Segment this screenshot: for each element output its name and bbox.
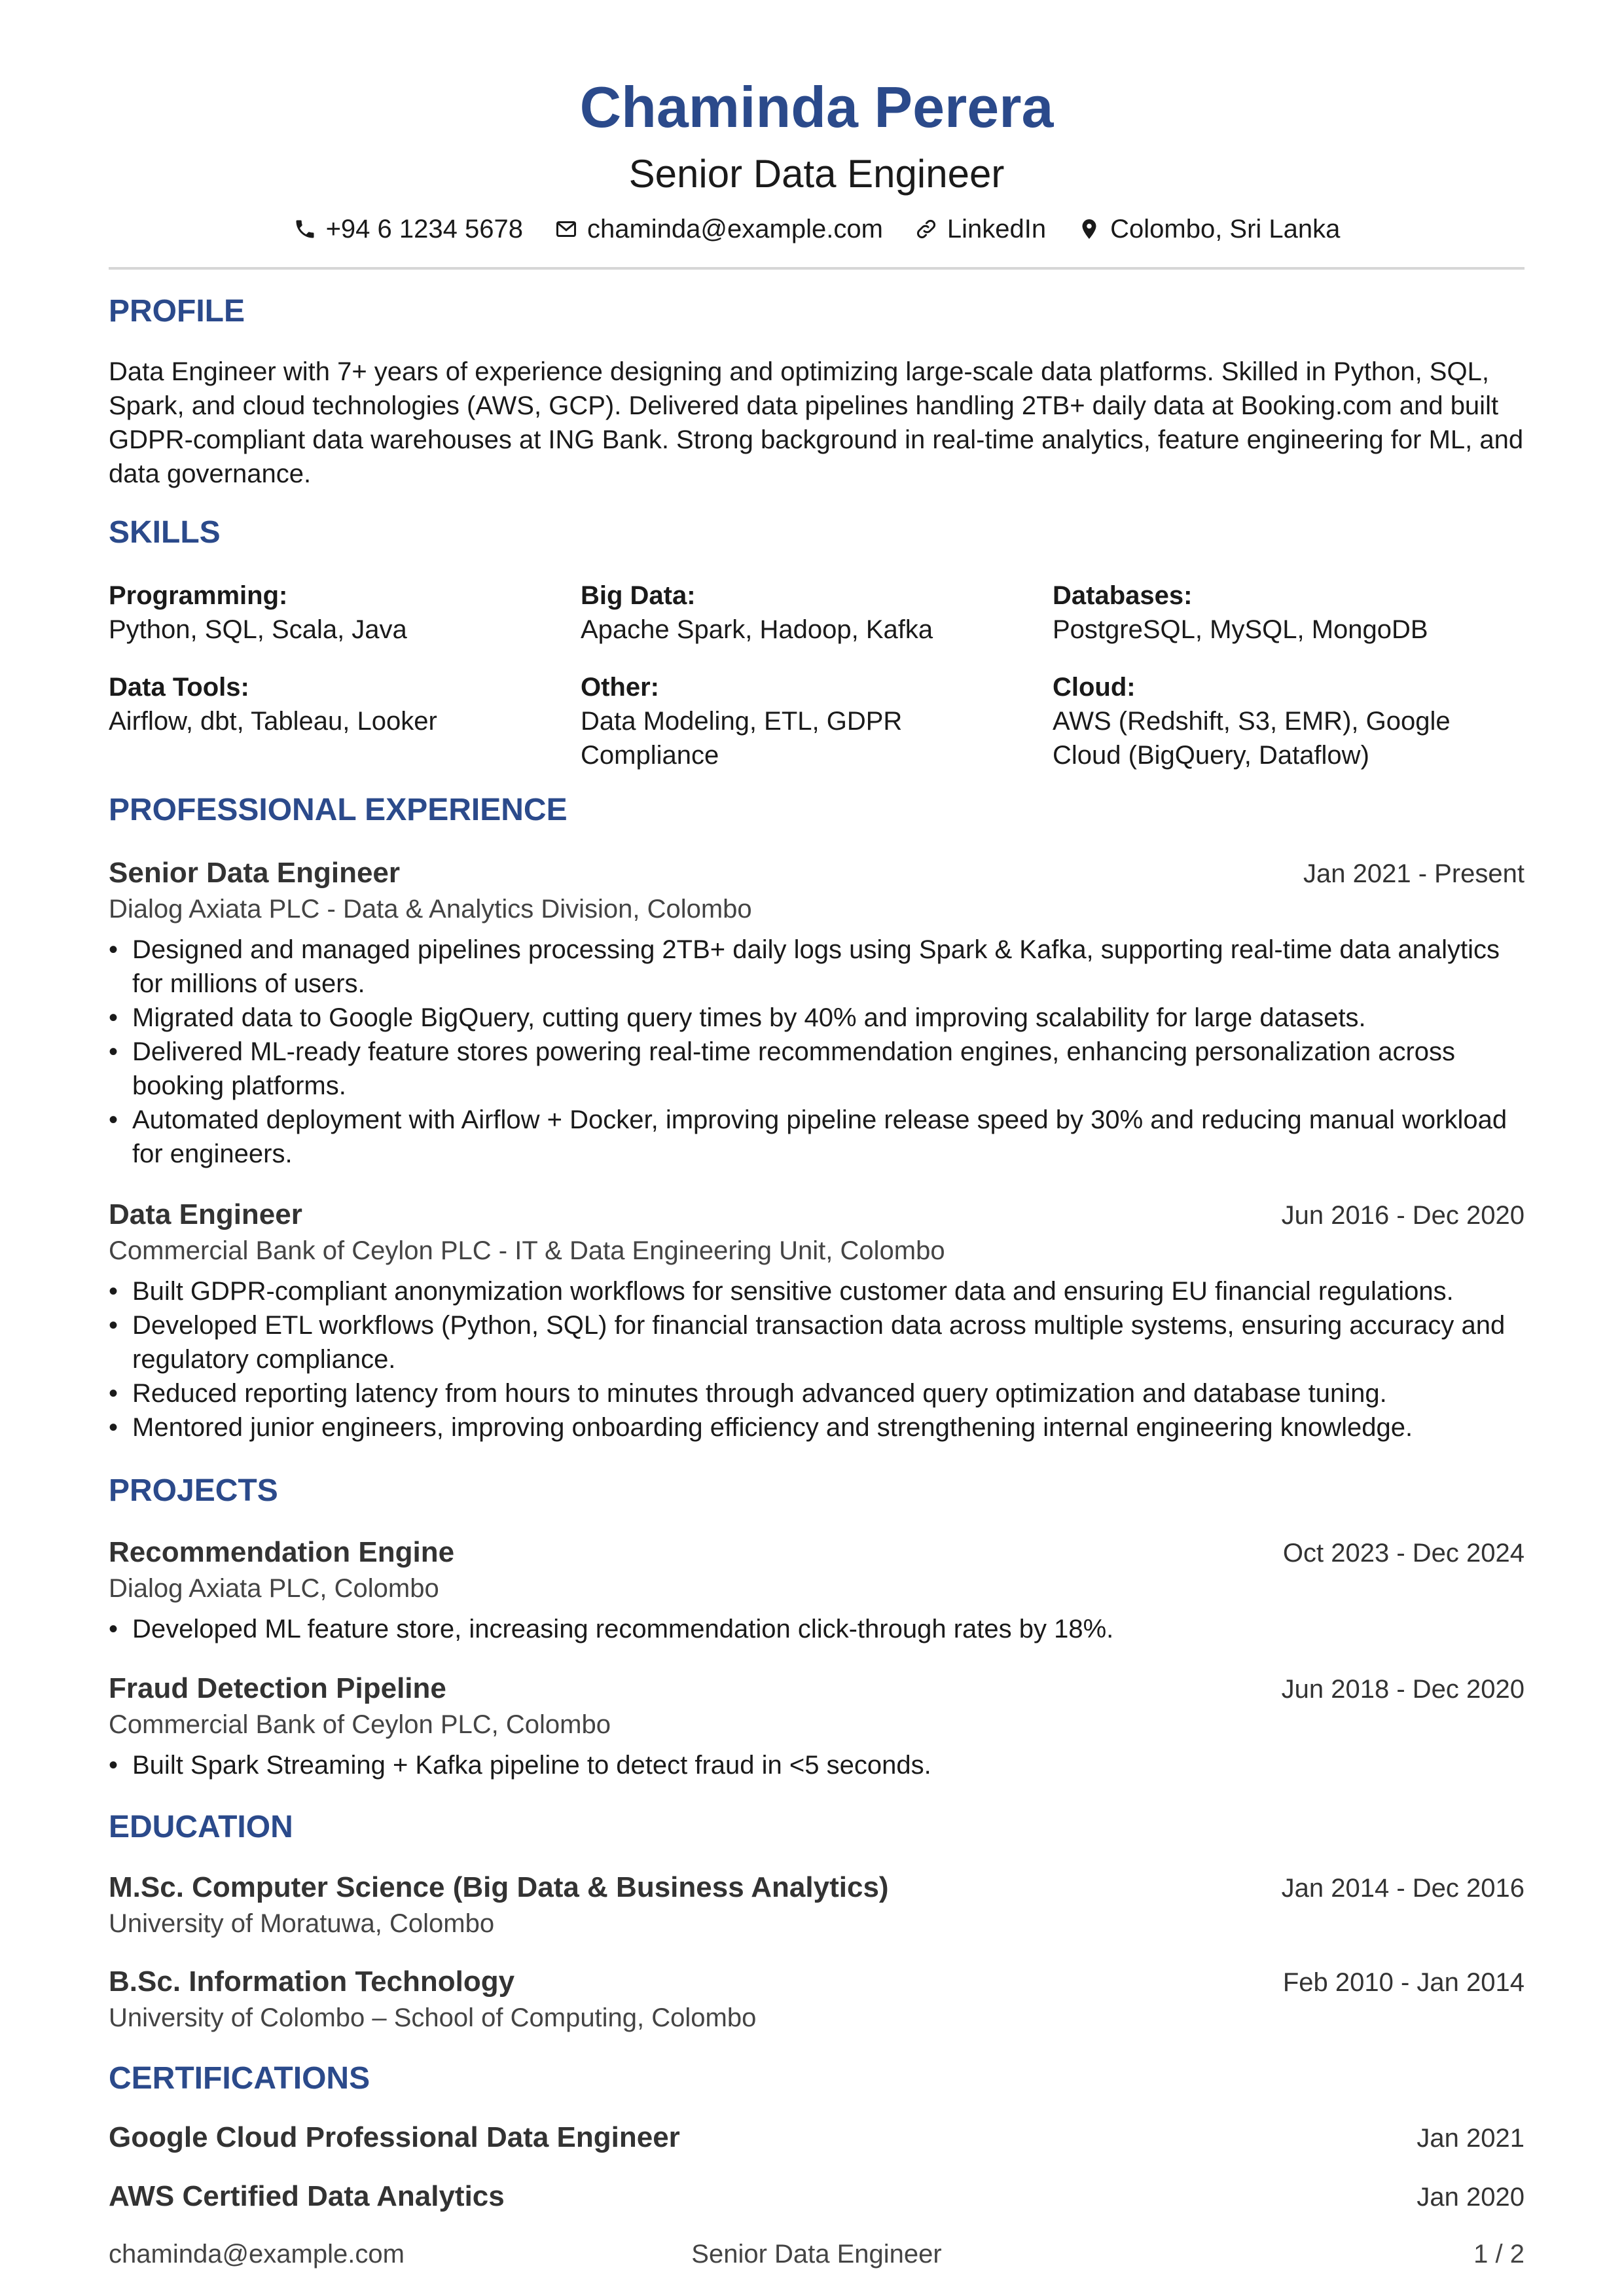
institution: University of Moratuwa, Colombo bbox=[109, 1909, 495, 1938]
skill-value: AWS (Redshift, S3, EMR), Google Cloud (BigQuery, Dataflow) bbox=[1053, 707, 1451, 770]
skill-group bbox=[1053, 670, 1525, 772]
project-entry bbox=[109, 1534, 1525, 1646]
job-dates: Jan 2021 - Present bbox=[1303, 859, 1525, 888]
mail-icon bbox=[554, 217, 578, 241]
certification-entry bbox=[109, 2178, 1525, 2215]
list-item: • Built GDPR-compliant anonymization workflows for sensitive customer data and ensuring EU financial regulations. bbox=[109, 1274, 1525, 1308]
skill-group bbox=[581, 670, 1053, 772]
contact-bar bbox=[109, 213, 1525, 245]
skill-label: Other: bbox=[581, 673, 659, 702]
contact-linkedin[interactable] bbox=[914, 213, 1046, 245]
list-item: • Developed ETL workflows (Python, SQL) for financial transaction data across multiple systems, ensuring accuracy and regulatory compliance. bbox=[109, 1308, 1525, 1376]
footer-headline: Senior Data Engineer bbox=[691, 2240, 942, 2269]
section-title-education: EDUCATION bbox=[109, 1810, 293, 1844]
list-item: • Designed and managed pipelines processing 2TB+ daily logs using Spark & Kafka, supporting real-time data analytics for millions of users. bbox=[109, 933, 1525, 1001]
candidate-headline: Senior Data Engineer bbox=[628, 152, 1005, 196]
job-org: Dialog Axiata PLC - Data & Analytics Division, Colombo bbox=[109, 895, 752, 924]
project-bullets bbox=[109, 1748, 1525, 1782]
project-org: Dialog Axiata PLC, Colombo bbox=[109, 1574, 439, 1603]
location-pin-icon bbox=[1077, 217, 1101, 241]
skill-label: Programming: bbox=[109, 581, 288, 610]
section-title-experience: PROFESSIONAL EXPERIENCE bbox=[109, 793, 568, 827]
section-title-skills: SKILLS bbox=[109, 515, 221, 550]
skill-label: Data Tools: bbox=[109, 673, 249, 702]
skill-group bbox=[109, 579, 581, 647]
certification-title: Google Cloud Professional Data Engineer bbox=[109, 2121, 680, 2153]
degree-title: M.Sc. Computer Science (Big Data & Business Analytics) bbox=[109, 1871, 889, 1903]
certification-title: AWS Certified Data Analytics bbox=[109, 2180, 505, 2212]
skill-value: Data Modeling, ETL, GDPR Compliance bbox=[581, 707, 903, 770]
certification-date: Jan 2021 bbox=[1416, 2124, 1525, 2153]
job-bullets bbox=[109, 933, 1525, 1171]
skill-group bbox=[109, 670, 581, 772]
contact-phone[interactable] bbox=[293, 213, 523, 245]
skill-label: Databases: bbox=[1053, 581, 1193, 610]
list-item: • Developed ML feature store, increasing recommendation click-through rates by 18%. bbox=[109, 1612, 1525, 1646]
skills-grid bbox=[109, 579, 1525, 772]
skill-group bbox=[1053, 579, 1525, 647]
list-item: • Migrated data to Google BigQuery, cutting query times by 40% and improving scalability for large datasets. bbox=[109, 1001, 1525, 1035]
section-title-profile: PROFILE bbox=[109, 294, 245, 329]
degree-title: B.Sc. Information Technology bbox=[109, 1965, 515, 1998]
contact-location-text: Colombo, Sri Lanka bbox=[1110, 215, 1341, 243]
project-entry bbox=[109, 1670, 1525, 1782]
footer-page-number: 1 / 2 bbox=[1473, 2240, 1525, 2269]
page-footer bbox=[109, 2237, 1525, 2271]
list-item: • Mentored junior engineers, improving onboarding efficiency and strengthening internal engineering knowledge. bbox=[109, 1410, 1525, 1444]
job-title: Senior Data Engineer bbox=[109, 857, 401, 889]
candidate-name: Chaminda Perera bbox=[579, 75, 1054, 139]
list-item: • Reduced reporting latency from hours to minutes through advanced query optimization and database tuning. bbox=[109, 1376, 1525, 1410]
skill-value: PostgreSQL, MySQL, MongoDB bbox=[1053, 615, 1428, 644]
experience-entry bbox=[109, 1196, 1525, 1444]
header-divider bbox=[109, 267, 1525, 270]
degree-dates: Jan 2014 - Dec 2016 bbox=[1281, 1874, 1525, 1903]
job-org: Commercial Bank of Ceylon PLC - IT & Data Engineering Unit, Colombo bbox=[109, 1236, 945, 1265]
contact-phone-text: +94 6 1234 5678 bbox=[325, 215, 523, 243]
section-title-projects: PROJECTS bbox=[109, 1473, 278, 1508]
education-entry bbox=[109, 1964, 1525, 2035]
project-org: Commercial Bank of Ceylon PLC, Colombo bbox=[109, 1710, 611, 1739]
contact-linkedin-text: LinkedIn bbox=[947, 215, 1047, 243]
profile-text: Data Engineer with 7+ years of experience designing and optimizing large-scale data platforms. Skilled in Python, SQL, Spark, and cloud technologies (AWS, GCP). Delivered data pipelines handling 2TB+ daily data at Booking.com and built GDPR-compliant data warehouses at ING Bank. Strong background in real-time analytics, feature engineering for ML, and data governance. bbox=[109, 357, 1524, 488]
project-title: Fraud Detection Pipeline bbox=[109, 1672, 446, 1704]
list-item: • Built Spark Streaming + Kafka pipeline to detect fraud in <5 seconds. bbox=[109, 1748, 1525, 1782]
degree-dates: Feb 2010 - Jan 2014 bbox=[1282, 1968, 1525, 1997]
skill-label: Big Data: bbox=[581, 581, 696, 610]
project-bullets bbox=[109, 1612, 1525, 1646]
contact-email[interactable] bbox=[554, 213, 883, 245]
job-dates: Jun 2016 - Dec 2020 bbox=[1281, 1201, 1525, 1230]
experience-entry bbox=[109, 855, 1525, 1171]
footer-email: chaminda@example.com bbox=[109, 2240, 405, 2269]
link-icon bbox=[914, 217, 938, 241]
section-title-certifications: CERTIFICATIONS bbox=[109, 2061, 370, 2096]
certification-date: Jan 2020 bbox=[1416, 2183, 1525, 2212]
resume-page bbox=[109, 0, 1525, 2296]
list-item: • Delivered ML-ready feature stores powering real-time recommendation engines, enhancing personalization across booking platforms. bbox=[109, 1035, 1525, 1103]
skill-value: Apache Spark, Hadoop, Kafka bbox=[581, 615, 933, 644]
list-item: • Automated deployment with Airflow + Docker, improving pipeline release speed by 30% and reducing manual workload for engineers. bbox=[109, 1103, 1525, 1171]
project-dates: Jun 2018 - Dec 2020 bbox=[1281, 1675, 1525, 1704]
phone-icon bbox=[293, 217, 317, 241]
skill-group bbox=[581, 579, 1053, 647]
education-entry bbox=[109, 1869, 1525, 1941]
job-title: Data Engineer bbox=[109, 1198, 302, 1230]
contact-email-text: chaminda@example.com bbox=[586, 215, 883, 243]
job-bullets bbox=[109, 1274, 1525, 1444]
certification-entry bbox=[109, 2119, 1525, 2157]
skill-value: Python, SQL, Scala, Java bbox=[109, 615, 407, 644]
institution: University of Colombo – School of Computing, Colombo bbox=[109, 2003, 757, 2032]
project-title: Recommendation Engine bbox=[109, 1536, 455, 1568]
contact-location bbox=[1077, 213, 1340, 245]
skill-label: Cloud: bbox=[1053, 673, 1136, 702]
skill-value: Airflow, dbt, Tableau, Looker bbox=[109, 707, 437, 736]
project-dates: Oct 2023 - Dec 2024 bbox=[1282, 1539, 1525, 1568]
